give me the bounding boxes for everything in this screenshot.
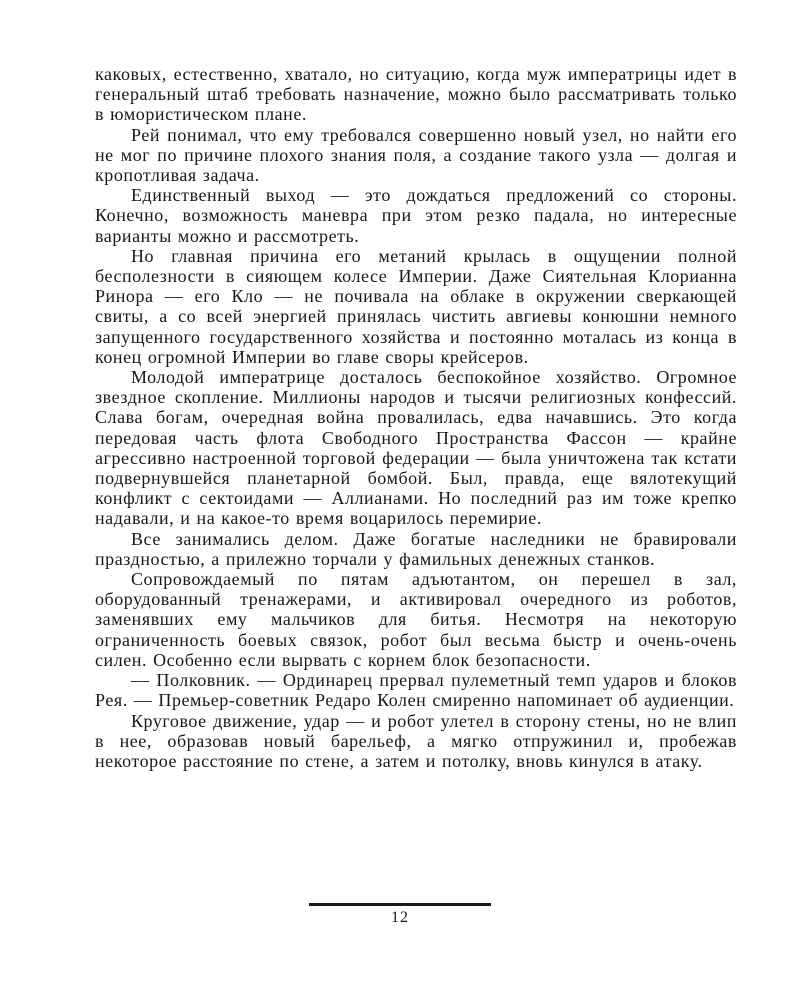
page-footer: [0, 903, 800, 927]
paragraph: Рей понимал, что ему требовался совершенно новый узел, но найти его не мог по причине плохого знания поля, а создание такого узла — долгая и кропотливая задача.: [95, 124, 737, 186]
page-number: 12: [391, 909, 409, 926]
paragraph: Все занимались делом. Даже богатые наследники не бравировали праздностью, а прилежно торчали у фамильных денежных станков.: [95, 528, 737, 569]
paragraph: каковых, естественно, хватало, но ситуацию, когда муж императрицы идет в генеральный штаб требовать назначение, можно было рассматривать только в юмористическом плане.: [95, 64, 737, 125]
paragraph: Круговое движение, удар — и робот улетел в сторону стены, но не влип в нее, образовав новый барельеф, а мягко отпружинил и, пробежав некоторое расстояние по стене, а затем и потолку, вновь кинулся в атаку.: [95, 710, 737, 771]
page-text: [95, 64, 737, 771]
paragraph: Единственный выход — это дождаться предложений со стороны. Конечно, возможность маневра при этом резко падала, но интересные варианты можно и рассмотреть.: [95, 185, 737, 246]
paragraph: Сопровождаемый по пятам адъютантом, он перешел в зал, оборудованный тренажерами, и активировал очередного из роботов, заменявших ему мальчиков для битья. Несмотря на некоторую ограниченность боевых связок, робот был весьма быстр и очень-очень силен. Особенно если вырвать с корнем блок безопасности.: [95, 569, 737, 670]
footer-rule: [309, 903, 491, 906]
paragraph: — Полковник. — Ординарец прервал пулеметный темп ударов и блоков Рея. — Премьер-советник Редаро Колен смиренно напоминает об аудиенции.: [95, 670, 737, 711]
paragraph: Молодой императрице досталось беспокойное хозяйство. Огромное звездное скопление. Миллионы народов и тысячи религиозных конфессий. Слава богам, очередная война провалилась, едва начавшись. Это когда передовая часть флота Свободного Пространства Фассон — крайне агрессивно настроенной торговой федерации — была уничтожена так кстати подвернувшейся планетарной бомбой. Был, правда, еще вялотекущий конфликт с сектоидами — Аллианами. Но последний раз им тоже крепко надавали, и на какое-то время воцарилось перемирие.: [95, 367, 737, 529]
paragraph: Но главная причина его метаний крылась в ощущении полной бесполезности в сияющем колесе Империи. Даже Сиятельная Клорианна Ринора — его Кло — не почивала на облаке в окружении сверкающей свиты, а со всей энергией принялась чистить авгиевы конюшни немного запущенного государственного хозяйства и постоянно моталась из конца в конец огромной Империи во главе своры крейсеров.: [95, 245, 737, 367]
